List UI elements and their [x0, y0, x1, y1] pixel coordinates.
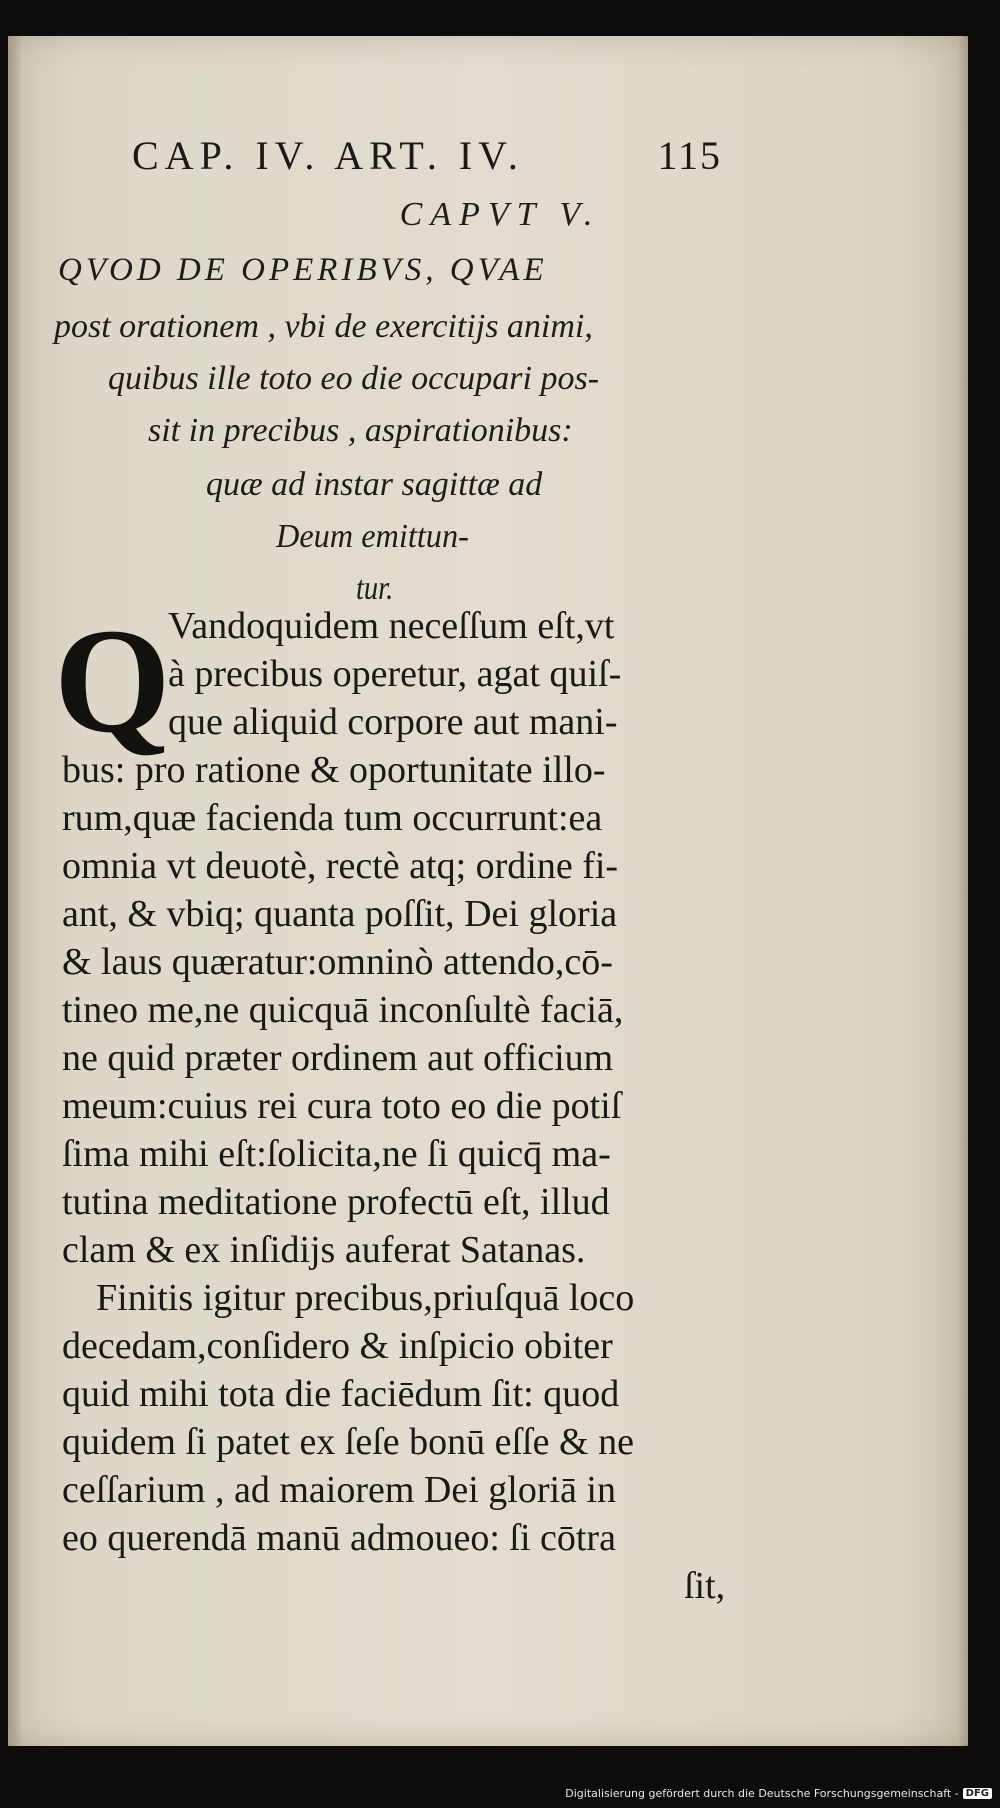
- dfg-logo: DFG: [963, 1788, 992, 1799]
- text-line: Finitis igitur precibus,priuſquā loco: [96, 1277, 635, 1319]
- text-line: ſima mihi eſt:ſolicita,ne ſi quicq̄ ma-: [62, 1133, 611, 1175]
- digitization-footer: [565, 1786, 992, 1800]
- text-line: ne quid præter ordinem aut officium: [62, 1037, 614, 1079]
- text-line: tutina meditatione profectū eſt, illud: [62, 1181, 610, 1223]
- chapter-title: CAPVT V.: [399, 196, 601, 233]
- footer-credit: Digitalisierung gefördert durch die Deutsche Forschungsgemeinschaft -: [565, 1786, 959, 1800]
- heading-line: post orationem , vbi de exercitijs animi,: [54, 308, 593, 345]
- text-line: rum,quæ facienda tum occurrunt:ea: [62, 797, 603, 839]
- text-line: ant, & vbiq; quanta poſſit, Dei gloria: [62, 893, 618, 935]
- heading-line: tur.: [356, 570, 394, 607]
- text-line: que aliquid corpore aut mani-: [168, 701, 618, 743]
- text-line: eo querendā manū admoueo: ſi cōtra: [62, 1517, 616, 1559]
- heading-line: QVOD DE OPERIBVS, QVAE: [58, 252, 548, 288]
- heading-line: quibus ille toto eo die occupari pos-: [108, 360, 600, 397]
- running-head-title: CAP. IV. ART. IV.: [132, 133, 524, 178]
- text-line: Vandoquidem neceſſum eſt,vt: [168, 605, 615, 647]
- text-line: quidem ſi patet ex ſeſe bonū eſſe & ne: [62, 1421, 634, 1463]
- text-line: meum:cuius rei cura toto eo die potiſ: [62, 1085, 622, 1127]
- heading-line: quæ ad instar sagittæ ad: [206, 466, 543, 503]
- text-line: decedam,conſidero & inſpicio obiter: [62, 1325, 613, 1367]
- page-number: 115: [657, 133, 722, 178]
- text-line: omnia vt deuotè, rectè atq; ordine fi-: [62, 845, 619, 887]
- running-header: [122, 132, 722, 182]
- text-line: quid mihi tota die faciēdum ſit: quod: [62, 1373, 620, 1415]
- text-line: à precibus operetur, agat quiſ-: [168, 653, 622, 695]
- text-line: tineo me,ne quicquā inconſultè faciā,: [62, 989, 624, 1031]
- heading-line: sit in precibus , aspirationibus:: [148, 412, 573, 449]
- drop-cap: Q: [54, 598, 171, 764]
- heading-line: Deum emittun-: [276, 518, 469, 555]
- text-line: & laus quæratur:omninò attendo,cō-: [62, 941, 613, 983]
- text-line: clam & ex inſidijs auferat Satanas.: [62, 1229, 586, 1271]
- text-line: ceſſarium , ad maiorem Dei gloriā in: [62, 1469, 616, 1511]
- text-line: ſit,: [684, 1565, 726, 1607]
- text-line: bus: pro ratione & oportunitate illo-: [62, 749, 606, 791]
